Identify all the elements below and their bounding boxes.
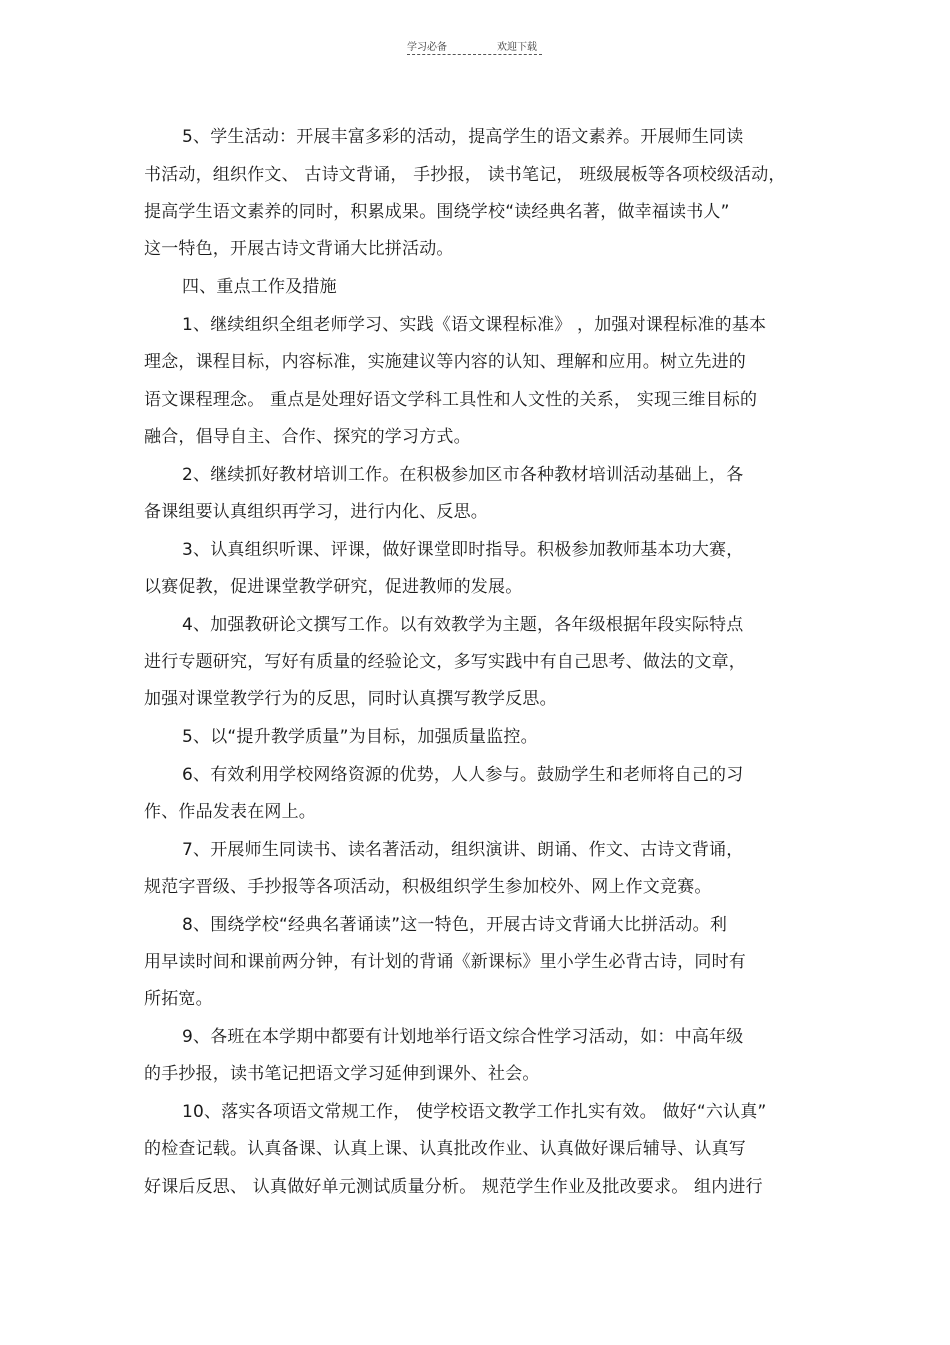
text-line: 进行专题研究，写好有质量的经验论文，多写实践中有自己思考、做法的文章，	[144, 652, 746, 672]
text-line: 7、开展师生同读书、读名著活动，组织演讲、朗诵、作文、古诗文背诵，	[182, 840, 744, 860]
text-line: 所拓宽。	[144, 989, 213, 1009]
header-dashed-rule	[407, 54, 542, 55]
text-line: 备课组要认真组织再学习，进行内化、反思。	[144, 502, 488, 522]
text-line: 10、落实各项语文常规工作， 使学校语文教学工作扎实有效。 做好“六认真”	[182, 1102, 767, 1122]
text-line: 5、学生活动：开展丰富多彩的活动，提高学生的语文素养。开展师生同读	[182, 127, 744, 147]
text-line: 9、各班在本学期中都要有计划地举行语文综合性学习活动，如：中高年级	[182, 1027, 744, 1047]
text-line: 的手抄报，读书笔记把语文学习延伸到课外、社会。	[144, 1064, 540, 1084]
text-line: 语文课程理念。 重点是处理好语文学科工具性和人文性的关系， 实现三维目标的	[144, 390, 758, 410]
text-line: 加强对课堂教学行为的反思，同时认真撰写教学反思。	[144, 689, 557, 709]
text-line: 6、有效利用学校网络资源的优势，人人参与。鼓励学生和老师将自己的习	[182, 765, 744, 785]
text-line: 3、认真组织听课、评课，做好课堂即时指导。积极参加教师基本功大赛，	[182, 540, 744, 560]
text-line: 2、继续抓好教材培训工作。在积极参加区市各种教材培训活动基础上，各	[182, 465, 744, 485]
text-line: 这一特色，开展古诗文背诵大比拼活动。	[144, 239, 454, 259]
section-heading: 四、重点工作及措施	[182, 277, 337, 297]
text-line: 5、以“提升教学质量”为目标，加强质量监控。	[182, 727, 538, 747]
text-line: 书活动，组织作文、 古诗文背诵， 手抄报， 读书笔记， 班级展板等各项校级活动，	[144, 165, 786, 185]
text-line: 8、围绕学校“经典名著诵读”这一特色，开展古诗文背诵大比拼活动。利	[182, 915, 728, 935]
text-line: 以赛促教，促进课堂教学研究，促进教师的发展。	[144, 577, 523, 597]
text-line: 的检查记载。认真备课、认真上课、认真批改作业、认真做好课后辅导、认真写	[144, 1139, 746, 1159]
text-line: 作、作品发表在网上。	[144, 802, 316, 822]
text-line: 1、继续组织全组老师学习、实践《语文课程标准》 ，加强对课程标准的基本	[182, 315, 767, 335]
header-left-text: 学习必备	[407, 42, 447, 53]
text-line: 融合，倡导自主、合作、探究的学习方式。	[144, 427, 471, 447]
text-line: 提高学生语文素养的同时，积累成果。围绕学校“读经典名著，做幸福读书人”	[144, 202, 730, 222]
header-right-text: 欢迎下载	[497, 42, 537, 53]
text-line: 4、加强教研论文撰写工作。以有效教学为主题，各年级根据年段实际特点	[182, 615, 744, 635]
text-line: 规范字晋级、手抄报等各项活动，积极组织学生参加校外、网上作文竞赛。	[144, 877, 712, 897]
text-line: 好课后反思、 认真做好单元测试质量分析。 规范学生作业及批改要求。 组内进行	[144, 1177, 763, 1197]
text-line: 用早读时间和课前两分钟，有计划的背诵《新课标》里小学生必背古诗，同时有	[144, 952, 746, 972]
text-line: 理念，课程目标，内容标准，实施建议等内容的认知、理解和应用。树立先进的	[144, 352, 746, 372]
